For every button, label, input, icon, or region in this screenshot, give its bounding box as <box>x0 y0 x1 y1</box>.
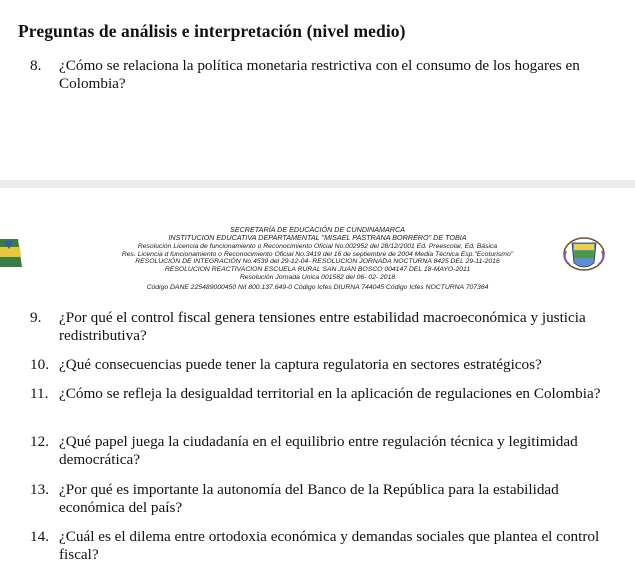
page-separator <box>0 180 635 188</box>
question-number: 10. <box>30 356 49 373</box>
question-number: 13. <box>30 481 49 498</box>
header-line: RESOLUCION REACTIVACION ESCUELA RURAL SAN JUAN BOSCO 004147 DEL 18-MAYO-2011 <box>164 266 471 273</box>
question-number: 8. <box>30 57 42 74</box>
header-line: Res. Licencia d funcionamiento o Reconocimiento Oficial No.3419 del 16 de septiembre de 2004 Media Técnica Esp."Ecoturismo" <box>121 251 514 258</box>
header-line: SECRETARÍA DE EDUCACIÓN DE CUNDINAMARCA <box>230 225 405 234</box>
question-number: 11. <box>30 385 49 402</box>
header-line: Resolución Licencia de funcionamiento o Reconocimiento Oficial No.002952 del 28/12/2001 Ed. Preescolar, Ed. Básica <box>137 243 498 250</box>
question-text: ¿Por qué el control fiscal genera tensiones entre estabilidad macroeconómica y justicia redistributiva? <box>59 309 586 344</box>
institution-header <box>0 225 635 291</box>
question-text: ¿Cómo se relaciona la política monetaria restrictiva con el consumo de los hogares en Colombia? <box>59 57 580 92</box>
header-line: Código DANE 225489000450 Nit 800.137.649-0 Código Icfes DIURNA 744045 Código Icfes NOCTURNA 707364 <box>146 284 489 291</box>
question-number: 12. <box>30 433 49 450</box>
question-text: ¿Cómo se refleja la desigualdad territorial en la aplicación de regulaciones en Colombia? <box>59 385 601 402</box>
question-number: 9. <box>30 309 42 326</box>
question-text: ¿Qué consecuencias puede tener la captura regulatoria en sectores estratégicos? <box>59 356 542 373</box>
question-text: ¿Cuál es el dilema entre ortodoxia económica y demandas sociales que plantea el control fiscal? <box>59 528 600 563</box>
question-number: 14. <box>30 528 49 545</box>
header-line: RESOLUCIÓN DE INTEGRACIÓN No.4539 del 29-12-04- RESOLUCION JORNADA NOCTURNA 8425 DEL 29-11-2016 <box>135 258 500 265</box>
header-line: Resolución Jornada Unica 001562 del 06- 02- 2018 <box>239 274 396 281</box>
question-text: ¿Qué papel juega la ciudadanía en el equilibrio entre regulación técnica y legitimidad democrática? <box>59 433 578 468</box>
section-title: Preguntas de análisis e interpretación (nivel medio) <box>18 21 406 41</box>
header-line: INSTITUCION EDUCATIVA DEPARTAMENTAL "MISAEL PASTRANA BORRERO" DE TOBIA <box>168 233 467 242</box>
question-text: ¿Por qué es importante la autonomía del Banco de la República para la estabilidad económica del país? <box>59 481 559 516</box>
